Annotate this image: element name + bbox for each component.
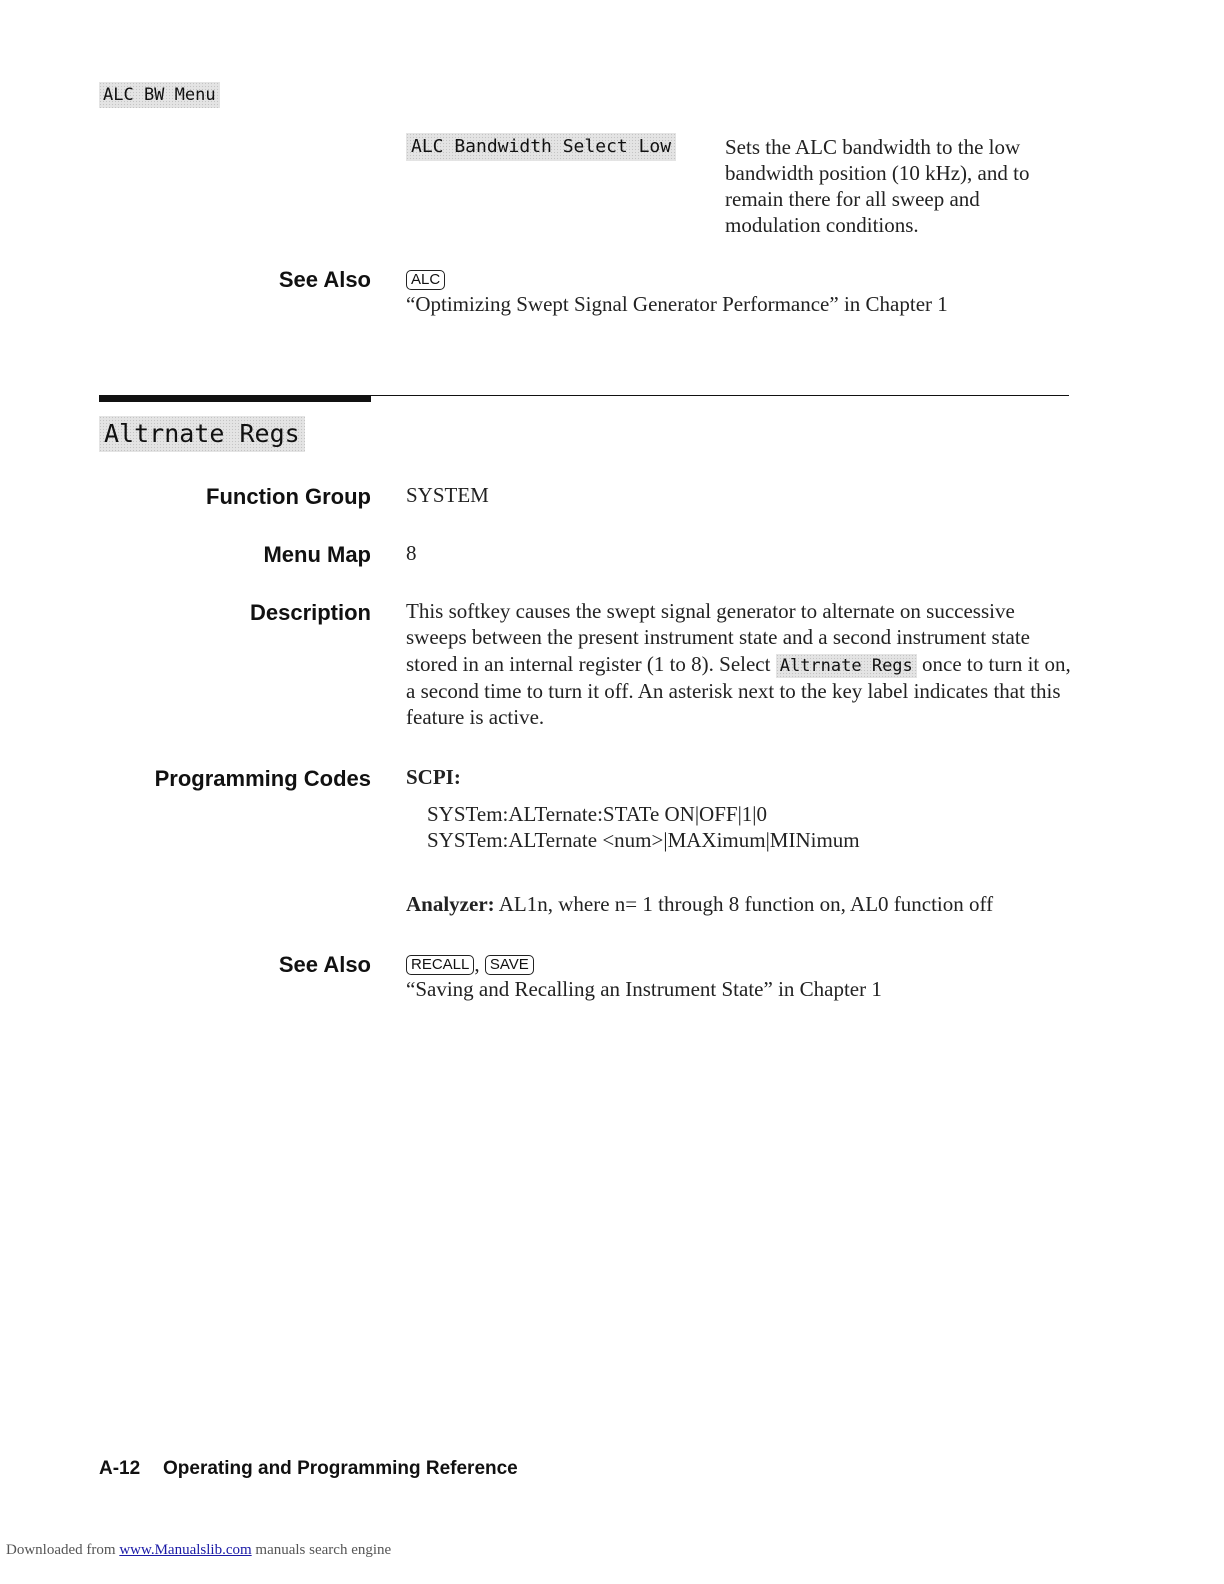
section-divider-thick-bar bbox=[99, 395, 371, 402]
see-also-keys-2 bbox=[406, 951, 534, 977]
description-label: Description bbox=[249, 600, 371, 625]
menu-map-value: 8 bbox=[406, 541, 417, 565]
programming-codes-label: Programming Codes bbox=[154, 766, 371, 791]
manualslib-link[interactable]: www.Manualslib.com bbox=[119, 1542, 252, 1558]
see-also-label-1: See Also bbox=[278, 267, 371, 292]
alc-bw-menu-label: ALC BW Menu bbox=[99, 82, 220, 108]
see-also-reference-2: “Saving and Recalling an Instrument State” in Chapter 1 bbox=[406, 977, 882, 1001]
see-also-keys-1 bbox=[406, 266, 445, 292]
scpi-label: SCPI: bbox=[406, 765, 461, 789]
scpi-command-state: SYSTem:ALTernate:STATe ON|OFF|1|0 bbox=[427, 802, 767, 826]
description-text-after: once to turn it on, a second time to turn it off. An asterisk next to the key label indicates that this feature is active. bbox=[406, 652, 1071, 729]
download-attribution bbox=[6, 1542, 391, 1559]
function-group-label: Function Group bbox=[206, 484, 371, 509]
alc-bandwidth-select-low-key: ALC Bandwidth Select Low bbox=[406, 133, 676, 161]
analyzer-label: Analyzer: bbox=[406, 892, 495, 916]
see-also-reference-1: “Optimizing Swept Signal Generator Performance” in Chapter 1 bbox=[406, 292, 948, 316]
key-separator: , bbox=[474, 952, 480, 976]
download-suffix: manuals search engine bbox=[255, 1542, 392, 1558]
analyzer-text: AL1n, where n= 1 through 8 function on, AL0 function off bbox=[498, 892, 994, 916]
save-hardkey: SAVE bbox=[485, 955, 534, 975]
analyzer-codes bbox=[406, 891, 993, 917]
see-also-label-2: See Also bbox=[278, 952, 371, 977]
scpi-command-register: SYSTem:ALTernate <num>|MAXimum|MINimum bbox=[427, 828, 860, 852]
footer-page-number: A-12 bbox=[99, 1458, 141, 1479]
altrnate-regs-key-inline: Altrnate Regs bbox=[776, 654, 917, 678]
recall-hardkey: RECALL bbox=[406, 955, 474, 975]
menu-map-label: Menu Map bbox=[263, 542, 371, 567]
alc-bandwidth-select-low-description: Sets the ALC bandwidth to the low bandwidth position (10 kHz), and to remain there for all sweep and modulation conditions. bbox=[725, 135, 1030, 237]
download-prefix: Downloaded from bbox=[6, 1542, 116, 1558]
section-title-altrnate-regs: Altrnate Regs bbox=[99, 416, 305, 452]
description-text-before: This softkey causes the swept signal generator to alternate on successive sweeps between the present instrument state and a second instrument state stored in an internal register (1 to 8). Select bbox=[406, 599, 1030, 676]
function-group-value: SYSTEM bbox=[406, 483, 489, 507]
footer-title: Operating and Programming Reference bbox=[163, 1458, 518, 1479]
alc-hardkey: ALC bbox=[406, 270, 445, 290]
description-body bbox=[406, 598, 1071, 730]
